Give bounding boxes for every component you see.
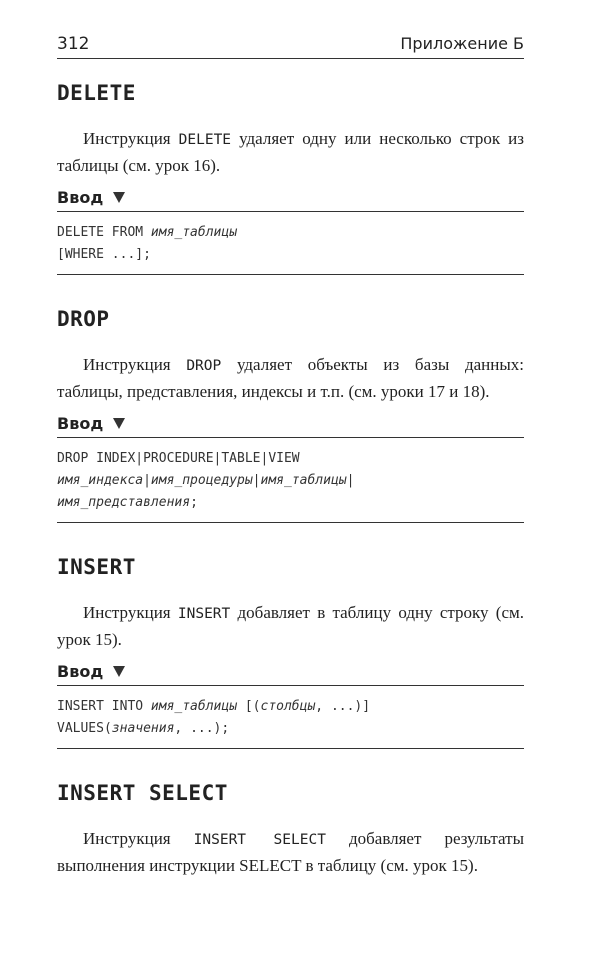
input-heading <box>57 661 524 686</box>
code-placeholder: столбцы <box>260 699 316 714</box>
triangle-down-icon <box>113 192 125 203</box>
code-line <box>57 696 524 718</box>
desc-text: Инструкция <box>83 129 179 148</box>
section-description <box>57 352 524 404</box>
code-text: , ...); <box>174 721 230 736</box>
section-title: INSERT <box>57 555 136 579</box>
section-title: DELETE <box>57 81 136 105</box>
code-block <box>57 212 524 275</box>
code-line <box>57 448 524 470</box>
desc-text: добавляет результаты выполнения инструкции SELECT в таблицу (см. урок 15). <box>57 829 524 875</box>
code-text: | <box>143 473 151 488</box>
code-placeholder: имя_процедуры <box>150 473 253 488</box>
code-placeholder: имя_индекса <box>57 473 144 488</box>
code-text: | <box>346 473 355 488</box>
desc-keyword: INSERT SELECT <box>193 832 326 848</box>
section-description <box>57 126 524 178</box>
code-text: , ...)] <box>315 699 371 714</box>
desc-keyword: INSERT <box>177 606 231 622</box>
code-placeholder: имя_представления <box>57 495 191 510</box>
desc-keyword: DROP <box>186 358 222 374</box>
triangle-down-icon <box>113 418 125 429</box>
code-block <box>57 686 524 749</box>
section-drop <box>57 304 524 523</box>
desc-text: добавляет в таблицу одну строку (см. урок 15). <box>57 603 525 649</box>
section-delete <box>57 78 524 275</box>
code-text: DELETE FROM <box>57 225 151 240</box>
desc-text: удаляет объекты из базы данных: таблицы, представления, индексы и т.п. (см. уроки 17 и 18). <box>57 355 524 401</box>
code-line <box>57 222 524 244</box>
code-text: INSERT INTO <box>57 699 151 714</box>
code-text: VALUES( <box>57 721 112 736</box>
section-title: INSERT SELECT <box>57 781 228 805</box>
running-header <box>57 30 524 59</box>
code-line <box>57 718 524 740</box>
section-title: DROP <box>57 307 110 331</box>
desc-text: удаляет одну или несколько строк из таблицы (см. урок 16). <box>57 129 524 175</box>
code-placeholder: значения <box>111 721 175 736</box>
desc-text: Инструкция <box>83 829 194 848</box>
desc-keyword: DELETE <box>178 132 232 148</box>
section-description <box>57 826 524 878</box>
section-insert <box>57 552 524 749</box>
desc-text: Инструкция <box>83 355 187 374</box>
code-line <box>57 470 524 492</box>
page-number: 312 <box>57 34 90 54</box>
input-heading <box>57 413 524 438</box>
code-text: [WHERE ...]; <box>57 247 151 262</box>
code-line <box>57 244 524 266</box>
input-label: Ввод <box>57 188 104 207</box>
code-placeholder: имя_таблицы <box>150 699 238 714</box>
section-description <box>57 600 524 652</box>
desc-text: Инструкция <box>83 603 178 622</box>
code-block <box>57 438 524 523</box>
code-text: | <box>252 473 261 488</box>
code-line <box>57 492 524 514</box>
code-text: [( <box>237 699 261 714</box>
section-insert-select <box>57 778 524 878</box>
code-placeholder: имя_таблицы <box>150 225 238 240</box>
code-placeholder: имя_таблицы <box>260 473 347 488</box>
code-text: ; <box>190 495 198 510</box>
input-label: Ввод <box>57 414 104 433</box>
code-text: DROP INDEX|PROCEDURE|TABLE|VIEW <box>57 451 300 466</box>
running-title: Приложение Б <box>400 34 524 53</box>
input-label: Ввод <box>57 662 104 681</box>
input-heading <box>57 187 524 212</box>
triangle-down-icon <box>113 666 125 677</box>
